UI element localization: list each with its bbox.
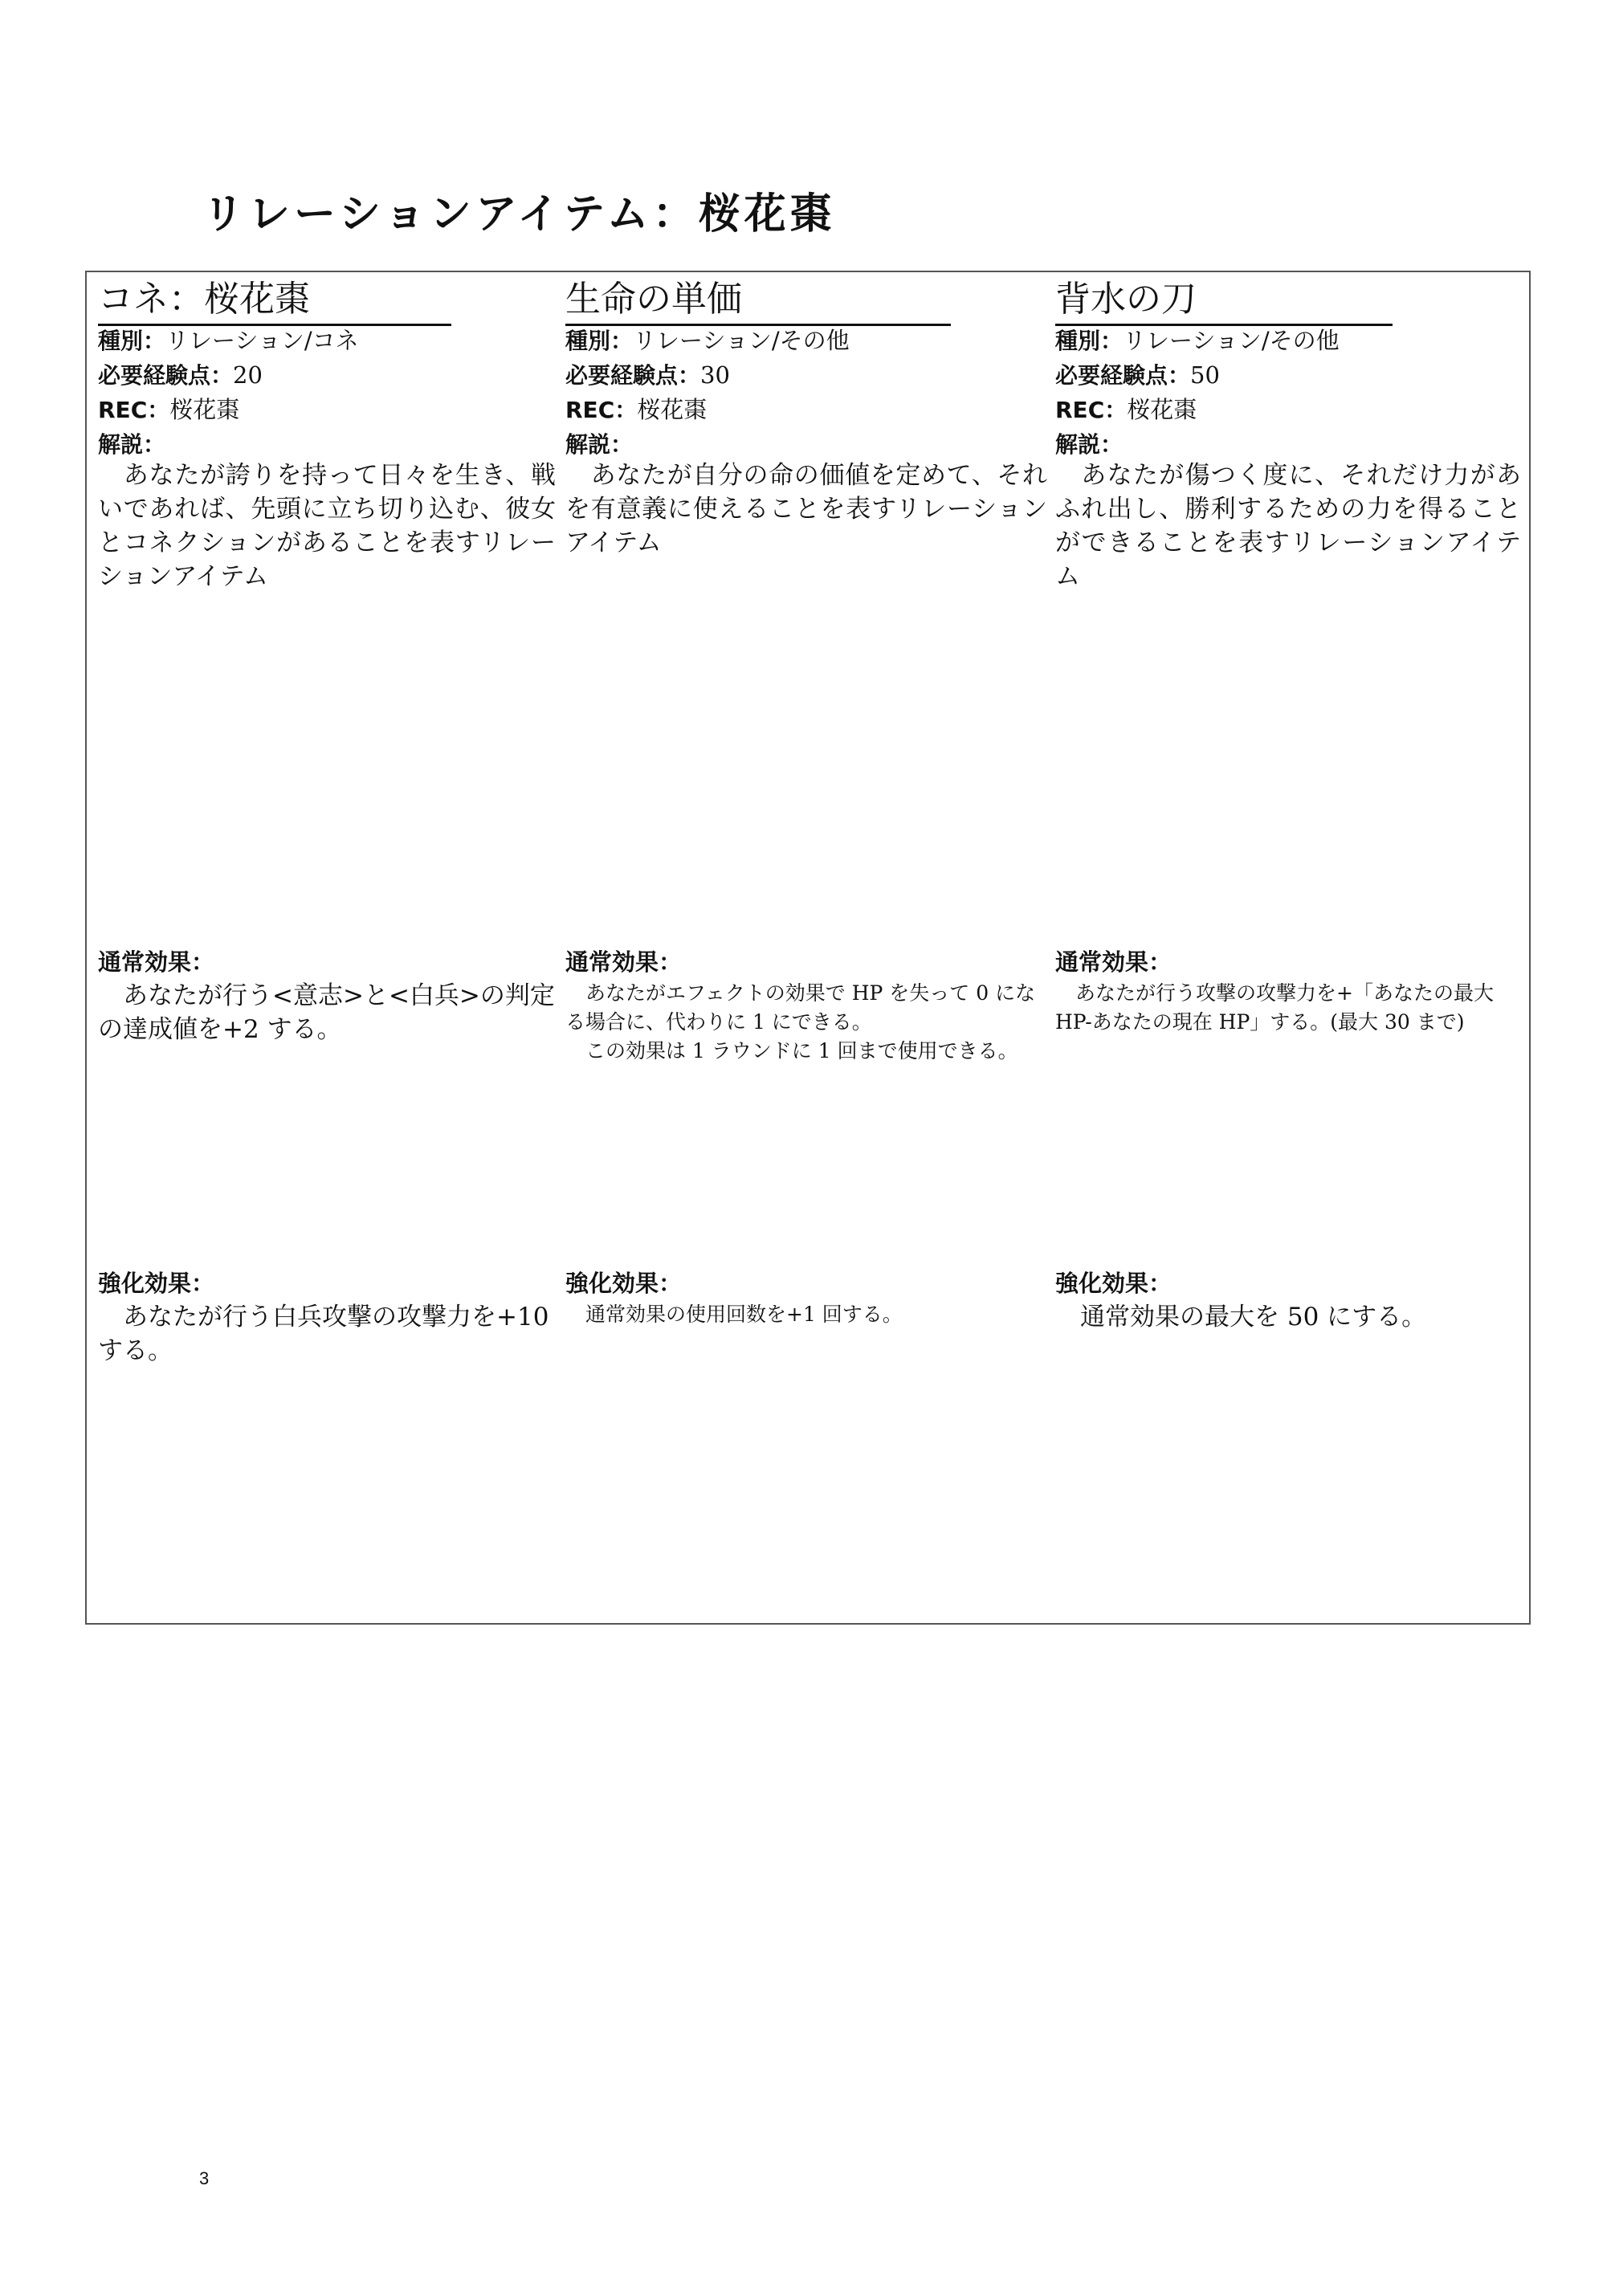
type-value: リレーション/コネ: [165, 327, 359, 354]
card-description: あなたが自分の命の価値を定めて、それを有意義に使えることを表すリレーションアイテム: [565, 461, 1047, 557]
type-line: 種別：リレーション/その他: [1055, 327, 1340, 354]
card-last-stand-blade: [1055, 272, 1521, 1623]
type-value: リレーション/その他: [1123, 327, 1340, 354]
type-value: リレーション/その他: [633, 327, 850, 354]
enhanced-effect-label: 強化効果：: [1055, 1270, 1172, 1297]
rec-line: REC：桜花棗: [565, 396, 708, 423]
exp-line: 必要経験点：30: [565, 361, 730, 389]
relation-items-table: [85, 271, 1531, 1625]
desc-label: 解説：: [98, 431, 166, 458]
normal-effect-text: あなたが行う攻撃の攻撃力を+「あなたの最大 HP-あなたの現在 HP」する。(最大 30 まで): [1055, 981, 1494, 1034]
card-title: コネ：桜花棗: [98, 277, 451, 326]
normal-effect-text: あなたがエフェクトの効果で HP を失って 0 になる場合に、代わりに 1 にできる。: [565, 981, 1036, 1034]
normal-effect: [98, 945, 556, 1046]
enhanced-effect-text: 通常効果の使用回数を+1 回する。: [565, 1303, 903, 1326]
enhanced-effect: [1055, 1266, 1521, 1334]
card-meta: [98, 324, 556, 462]
exp-line: 必要経験点：50: [1055, 361, 1220, 389]
rec-line: REC：桜花棗: [98, 396, 240, 423]
normal-effect-text: あなたが行う<意志>と<白兵>の判定の達成値を+2 する。: [98, 981, 555, 1044]
card-description: あなたが傷つく度に、それだけ力があふれ出し、勝利するための力を得ることができることを表すリレーションアイテム: [1055, 461, 1521, 591]
enhanced-effect-label: 強化効果：: [98, 1270, 215, 1297]
card-title: 背水の刀: [1055, 277, 1393, 326]
exp-value: 30: [700, 361, 730, 389]
card-meta: [565, 324, 1047, 462]
enhanced-effect: [565, 1266, 1047, 1329]
rec-value: 桜花棗: [169, 396, 240, 423]
normal-effect-label: 通常効果：: [1055, 948, 1172, 976]
normal-effect: [1055, 945, 1521, 1037]
card-title: 生命の単価: [565, 277, 951, 326]
rec-value: 桜花棗: [1127, 396, 1197, 423]
enhanced-effect-text: 通常効果の最大を 50 にする。: [1055, 1303, 1427, 1332]
exp-value: 20: [233, 361, 263, 389]
exp-value: 50: [1190, 361, 1220, 389]
desc-label: 解説：: [1055, 431, 1124, 458]
normal-effect-limit: この効果は 1 ラウンドに 1 回まで使用できる。: [565, 1039, 1018, 1062]
type-line: 種別：リレーション/その他: [565, 327, 850, 354]
card-connection: [98, 272, 556, 1623]
type-line: 種別：リレーション/コネ: [98, 327, 359, 354]
normal-effect-label: 通常効果：: [98, 948, 215, 976]
exp-line: 必要経験点：20: [98, 361, 263, 389]
normal-effect-label: 通常効果：: [565, 948, 683, 976]
card-description: あなたが誇りを持って日々を生き、戦いであれば、先頭に立ち切り込む、彼女とコネクションがあることを表すリレーションアイテム: [98, 461, 556, 591]
card-meta: [1055, 324, 1521, 462]
enhanced-effect-text: あなたが行う白兵攻撃の攻撃力を+10 する。: [98, 1303, 549, 1365]
enhanced-effect-label: 強化効果：: [565, 1270, 683, 1297]
rec-value: 桜花棗: [637, 396, 708, 423]
rec-line: REC：桜花棗: [1055, 396, 1197, 423]
desc-label: 解説：: [565, 431, 634, 458]
enhanced-effect: [98, 1266, 556, 1368]
page-number: 3: [199, 2168, 210, 2188]
page-title: リレーションアイテム：桜花棗: [202, 190, 836, 239]
card-life-price: [565, 272, 1047, 1623]
normal-effect: [565, 945, 1047, 1066]
